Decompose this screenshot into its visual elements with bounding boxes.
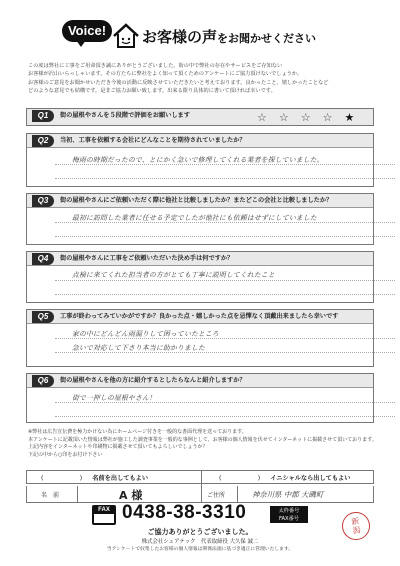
question-3 [26, 193, 374, 245]
fax-label: FAX [94, 506, 114, 514]
note-line: 本アンケートに記載頂いた情報は弊社が施工した調査事業を一般的な事例として、お客様の個人情報を伏せてインターネットに掲載させて頂いております。 [28, 436, 377, 443]
question-6 [26, 373, 374, 423]
note-line: ※弊社は広告宣伝費を極力かけない為にホームページ付きを一般的な書面代理を送っております。 [28, 429, 247, 435]
voice-badge: Voice! [62, 20, 112, 42]
question-header [27, 252, 373, 266]
name-field[interactable]: A 様 [119, 489, 143, 502]
fax-number[interactable]: 0438-38-3310 [122, 502, 247, 523]
question-text: 街の屋根やさんを５段階で評価をお願いします [60, 112, 190, 119]
notes [28, 429, 378, 459]
title-main: お客様の声 [142, 28, 218, 46]
consent-checkbox[interactable]: ( ) [219, 475, 269, 482]
fax-badge-line: 太枠番号 [278, 508, 300, 514]
question-number: Q1 [32, 110, 54, 122]
page-title [142, 26, 316, 47]
divider [201, 471, 202, 487]
answer-text[interactable]: 家の中にどんどん雨漏りして困っていたところ [72, 330, 219, 338]
ruled-line [55, 402, 395, 403]
name-address-row [26, 486, 374, 503]
divider [201, 486, 202, 502]
thanks-text: ご協力ありがとうございました。 [147, 528, 253, 536]
voice-badge-tail [76, 40, 86, 47]
answer-text[interactable]: 急いで対応して下さり本当に助かりました [72, 344, 205, 352]
question-2 [26, 133, 374, 187]
stamp-char: 新 [350, 516, 360, 527]
intro-line: この度は弊社に工事をご用命頂き誠にありがとうございました。街の中で弊社の存在やサービスをご存知ない [28, 63, 283, 69]
fax-row [26, 502, 374, 525]
title-sub: をお聞かせください [217, 32, 317, 45]
stamp-char: 潟 [352, 525, 362, 536]
header [0, 0, 400, 62]
house-icon [112, 22, 140, 50]
question-header [27, 374, 373, 388]
consent-initial-label: イニシャルなら出してもよい [270, 475, 351, 482]
fax-badge [270, 506, 308, 523]
answer-text[interactable]: 梅雨の時期だったので、とにかく急いで修理してくれる業者を探していました。 [72, 156, 324, 164]
star-empty-icon: ☆☆☆☆ [257, 111, 345, 124]
ruled-line [55, 236, 395, 237]
star-filled-icon: ★ [344, 111, 367, 124]
ruled-line [55, 164, 395, 165]
intro-line: お客様が沢山いらっしゃいます。その方たちに弊社をよく知って頂くためのアンケートにご協力頂けないでしょうか。 [28, 71, 303, 78]
answer-text[interactable]: 街で一押しの屋根やさん！ [72, 394, 156, 402]
consent-name-label: 名前を出してもよい [92, 475, 149, 482]
divider [77, 486, 78, 502]
address-label: ご住所 [207, 492, 226, 499]
question-text: 工事が終わってみていかがですか？良かった点・嬉しかった点を忌憚なく頂戴出来ましたら幸いです [60, 313, 339, 320]
answer-text[interactable]: 点検に来てくれた担当者の方がとても丁寧に説明してくれたこと [72, 271, 275, 279]
privacy-note: 当アンケートで収集したお客様の個人情報は関係法規に基づき適正に管理いたします。 [106, 547, 294, 552]
company-info: 株式会社シェアテック 代表取締役 大久保 誠二 [141, 539, 259, 545]
question-header [27, 310, 373, 324]
question-text: 街の屋根やさんにご依頼いただく際に他社と比較しましたか？またどこの会社と比較しましたか？ [60, 197, 333, 204]
consent-row [26, 470, 374, 484]
question-text: 街の屋根やさんに工事をご依頼いただいた決め手は何ですか？ [60, 255, 234, 262]
question-5 [26, 309, 374, 367]
answer-text[interactable]: 最初に訪問した業者に任せる予定でしたが他社にも依頼はせずにしていました [72, 214, 317, 222]
ruled-line [55, 338, 395, 339]
fax-badge-line: FAX番号 [279, 516, 299, 522]
note-line: 上記内容をインターネットや印刷物に掲載させて頂いてもよろしいでしょうか？ [28, 444, 208, 451]
question-header [27, 134, 373, 148]
ruled-line [55, 178, 395, 179]
star-rating[interactable] [257, 111, 366, 124]
address-field[interactable]: 神奈川県 中郡 大磯町 [252, 490, 324, 499]
ruled-line [55, 416, 395, 417]
question-number: Q5 [32, 311, 54, 323]
question-number: Q4 [32, 253, 54, 265]
intro-line: お客様のご意見をお聞かせいただき今後の活動に反映させていただきたいと考えております。良かったこと、嬉しかったことなど [28, 79, 329, 86]
note-line: 下記の中から○印をお付け下さい [28, 451, 103, 458]
question-text: 街の屋根やさんを他の方に紹介するとしたらなんと紹介しますか？ [60, 377, 246, 384]
consent-checkbox[interactable]: ( ) [41, 475, 91, 482]
consent-name-option[interactable] [41, 473, 148, 482]
question-text: 当初、工事を依頼する会社にどんなことを期待されていましたか？ [60, 137, 246, 144]
question-number: Q3 [32, 195, 54, 207]
question-header [27, 194, 373, 208]
name-label: 名 前 [41, 492, 60, 499]
question-number: Q6 [32, 375, 54, 387]
ruled-line [55, 222, 395, 223]
question-header [27, 109, 373, 125]
ruled-line [55, 352, 395, 353]
intro-line: どのような意見でも結構です。是非ご協力お願い致します。出来る限り具体的に書いて頂ければ幸いです。 [28, 88, 276, 95]
consent-initial-option[interactable] [219, 473, 350, 482]
divider [237, 486, 238, 502]
fax-icon [92, 505, 116, 525]
question-4 [26, 251, 374, 303]
question-number: Q2 [32, 135, 54, 147]
ruled-line [55, 294, 395, 295]
question-1 [26, 108, 374, 126]
intro-text [28, 62, 378, 96]
ruled-line [55, 280, 395, 281]
